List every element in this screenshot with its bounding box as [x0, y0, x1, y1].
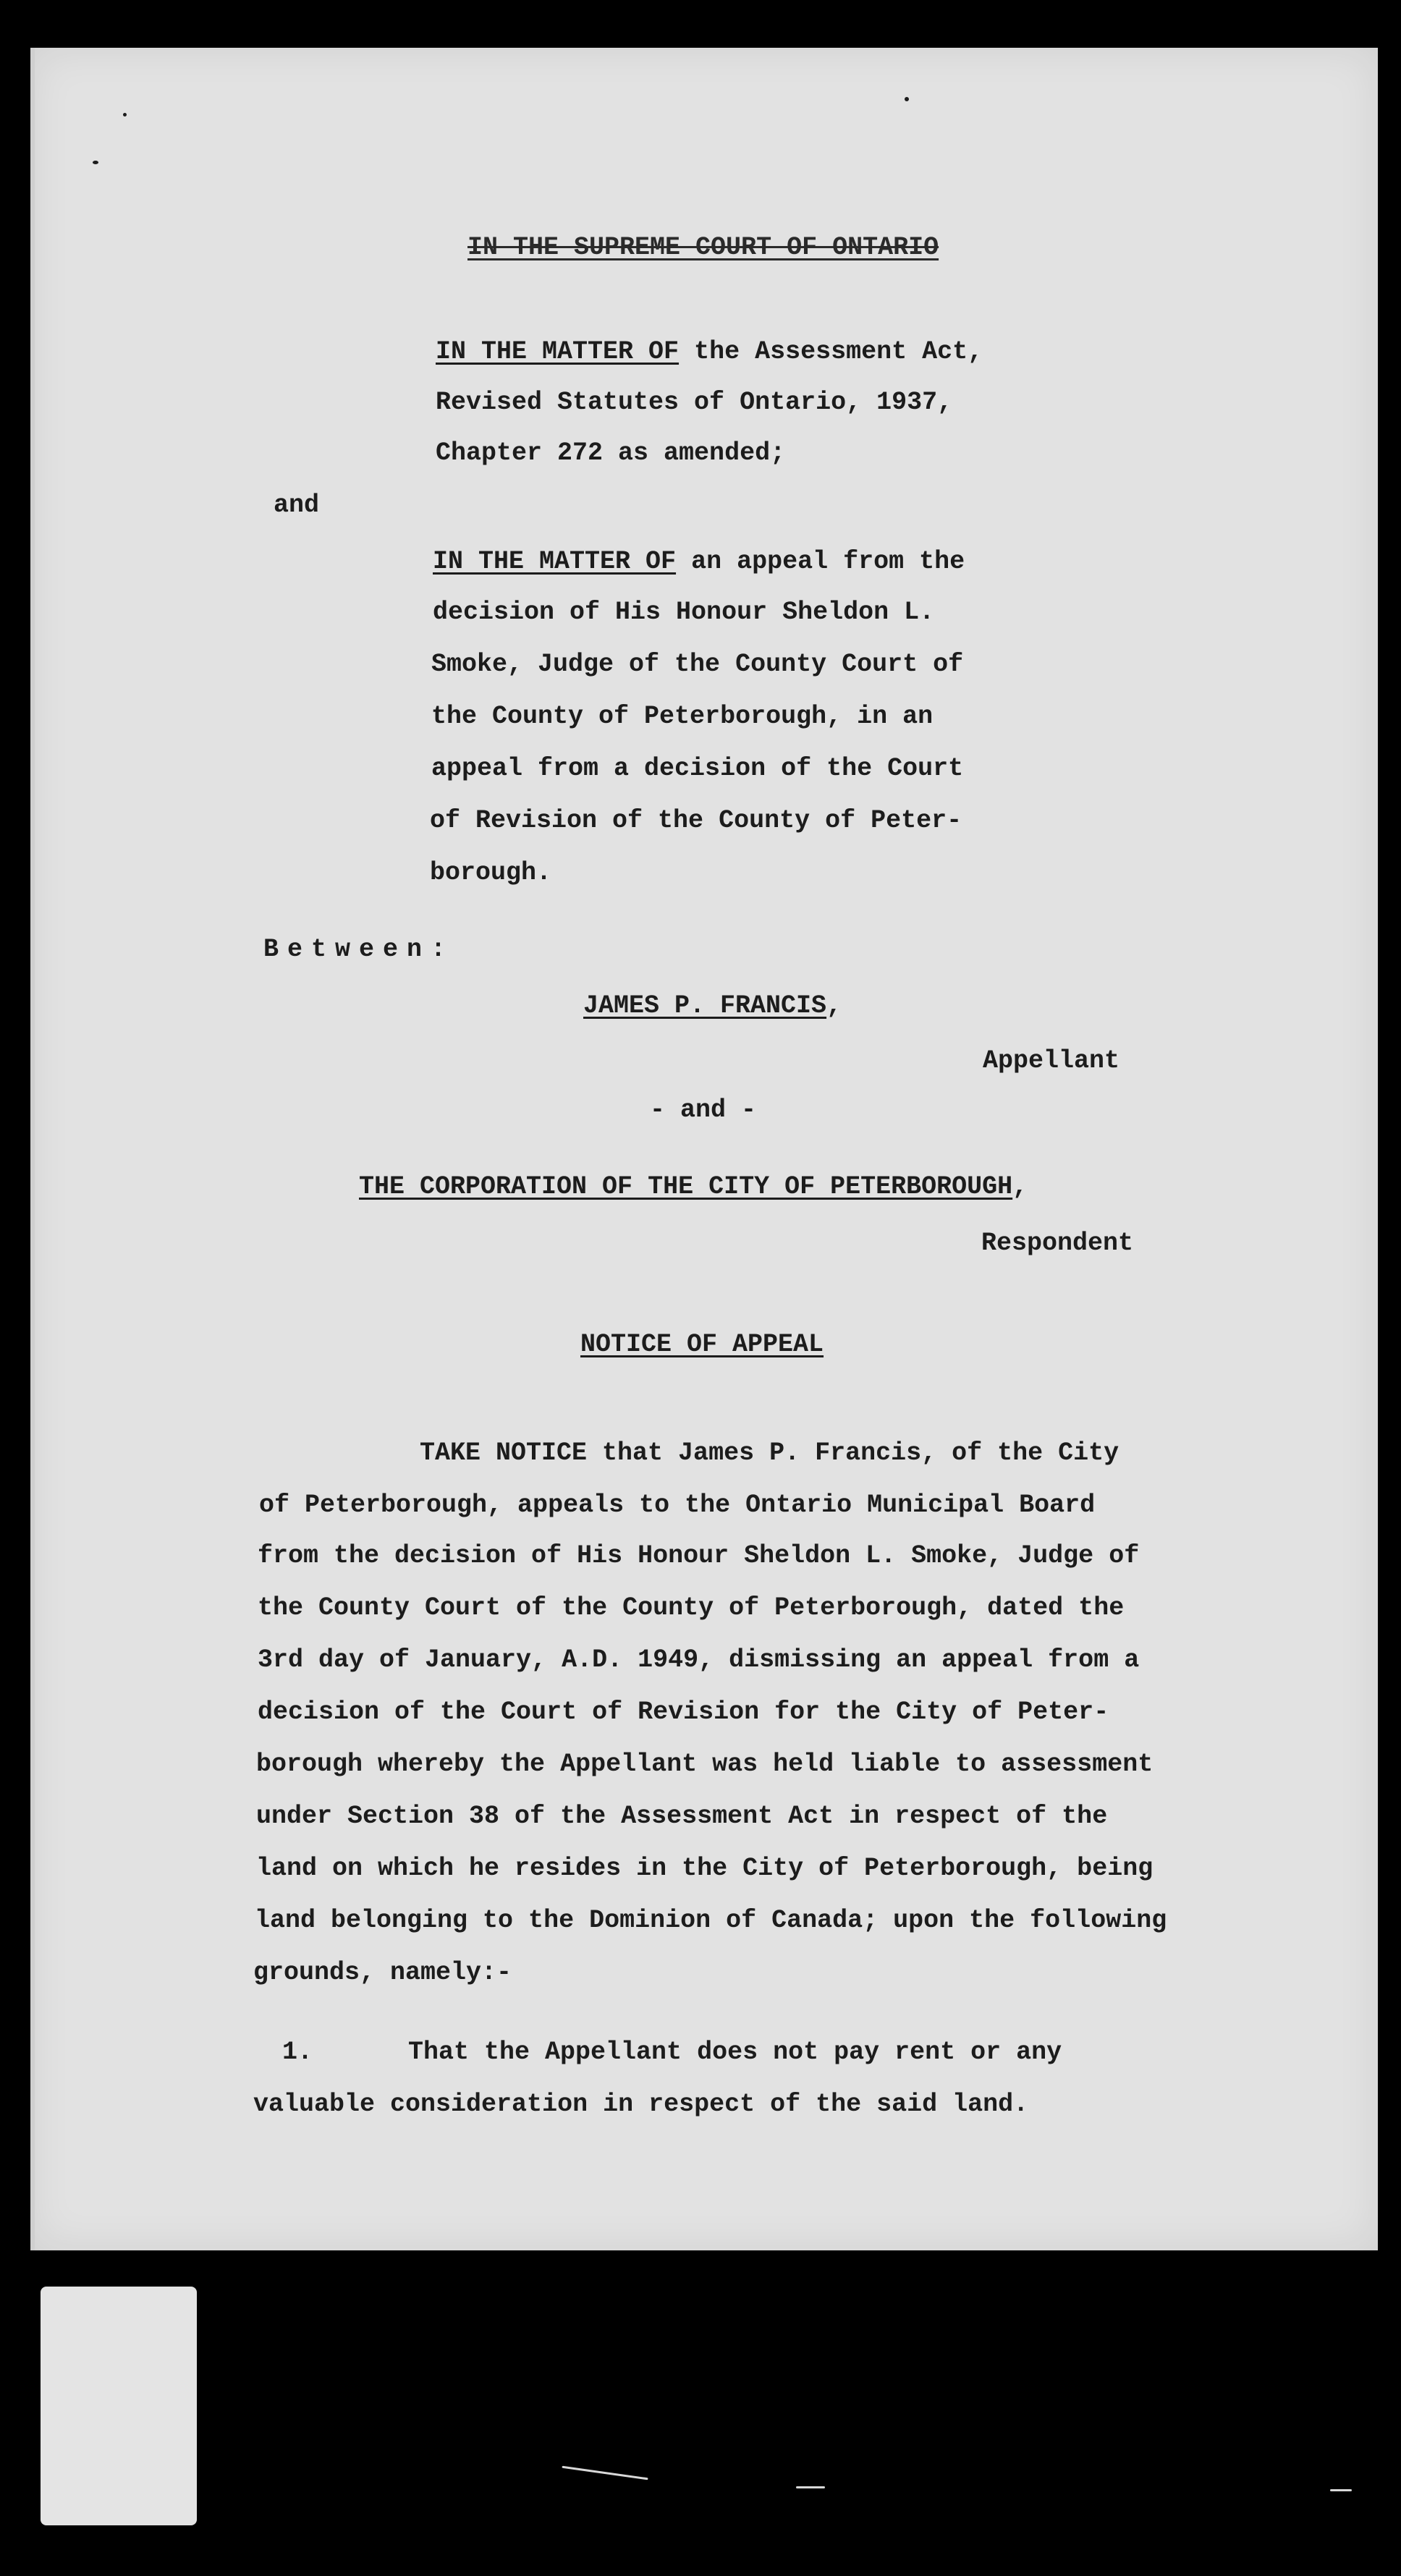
- matter-2-line-1: [433, 547, 965, 576]
- matter-2-lead: IN THE MATTER OF: [433, 547, 677, 576]
- body-line: borough whereby the Appellant was held liable to assessment: [256, 1750, 1154, 1779]
- matter-2-line: appeal from a decision of the Court: [431, 754, 964, 783]
- film-marker-card: [41, 2287, 197, 2525]
- appellant-role: Appellant: [983, 1046, 1120, 1075]
- notice-heading: NOTICE OF APPEAL: [580, 1330, 824, 1359]
- body-line: under Section 38 of the Assessment Act in respect of the: [256, 1802, 1108, 1831]
- matter-2-line-1-rest: an appeal from the: [676, 547, 965, 576]
- between-label: Between:: [263, 935, 455, 964]
- film-scratch: [1330, 2489, 1352, 2491]
- matter-2-line: Smoke, Judge of the County Court of: [431, 650, 964, 679]
- film-scratch: [796, 2486, 825, 2488]
- body-line: decision of the Court of Revision for the City of Peter-: [258, 1698, 1109, 1726]
- and-conjunction: and: [274, 491, 320, 520]
- matter-1-line-1: [436, 337, 983, 366]
- body-line: land belonging to the Dominion of Canada; upon the following: [255, 1906, 1167, 1935]
- body-line: of Peterborough, appeals to the Ontario Municipal Board: [259, 1491, 1096, 1520]
- matter-1-line-1-rest: the Assessment Act,: [679, 337, 983, 366]
- appellant-line: [583, 991, 842, 1020]
- body-line: land on which he resides in the City of Peterborough, being: [256, 1854, 1154, 1883]
- body-line: TAKE NOTICE that James P. Francis, of the City: [420, 1439, 1119, 1467]
- dust-speck: [905, 97, 909, 101]
- matter-1-lead: IN THE MATTER OF: [436, 337, 680, 366]
- body-line: from the decision of His Honour Sheldon L. Smoke, Judge of: [258, 1541, 1140, 1570]
- ground-1-number: 1.: [282, 2038, 313, 2067]
- dust-speck: [123, 113, 127, 116]
- film-scratch: [562, 2466, 648, 2480]
- and-separator: - and -: [650, 1096, 757, 1124]
- appellant-name: JAMES P. FRANCIS: [583, 991, 827, 1020]
- dust-speck: [93, 161, 98, 164]
- matter-1-line-2: Revised Statutes of Ontario, 1937,: [436, 388, 953, 417]
- matter-2-line: of Revision of the County of Peter-: [430, 806, 962, 835]
- ground-1-line-2: valuable consideration in respect of the said land.: [253, 2090, 1029, 2119]
- matter-2-line: the County of Peterborough, in an: [431, 702, 934, 731]
- body-line: the County Court of the County of Peterborough, dated the: [258, 1593, 1125, 1622]
- body-line: grounds, namely:-: [253, 1958, 512, 1987]
- matter-2-line: borough.: [430, 858, 552, 887]
- appellant-comma: ,: [826, 991, 842, 1020]
- matter-2-line: decision of His Honour Sheldon L.: [433, 598, 935, 627]
- respondent-name: THE CORPORATION OF THE CITY OF PETERBOROUGH: [359, 1172, 1013, 1201]
- respondent-line: [359, 1172, 1028, 1201]
- respondent-comma: ,: [1012, 1172, 1028, 1201]
- page-edge: [30, 48, 35, 2250]
- respondent-role: Respondent: [981, 1229, 1134, 1258]
- court-title: IN THE SUPREME COURT OF ONTARIO: [467, 233, 939, 262]
- ground-1-line-1: That the Appellant does not pay rent or any: [408, 2038, 1062, 2067]
- body-line: 3rd day of January, A.D. 1949, dismissing an appeal from a: [258, 1645, 1140, 1674]
- matter-1-line-3: Chapter 272 as amended;: [436, 438, 786, 467]
